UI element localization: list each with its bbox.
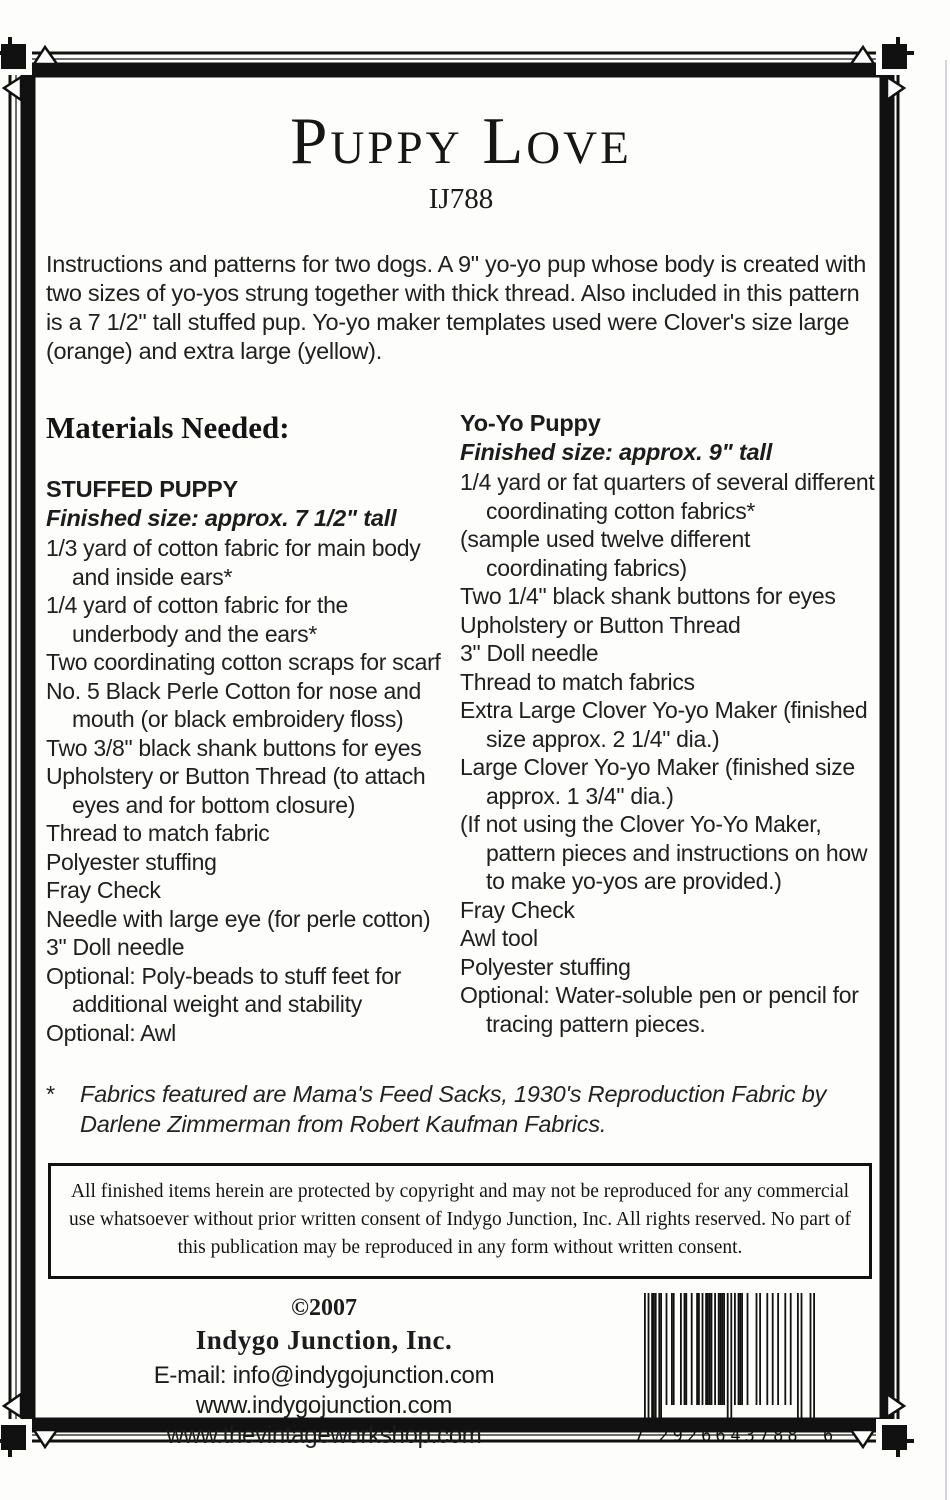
materials-list-item: (If not using the Clover Yo-Yo Maker, pattern pieces and instructions on how to make yo-yos are provided.)	[460, 811, 868, 894]
materials-list-item: 1/3 yard of cotton fabric for main body and inside ears*	[46, 535, 421, 590]
publisher-website-2: www.thevintageworkshop.com	[166, 1422, 482, 1449]
materials-columns	[46, 410, 876, 1047]
materials-list-item: Optional: Water-soluble pen or pencil for tracing pattern pieces.	[460, 982, 859, 1037]
materials-list-item: 1/4 yard or fat quarters of several different coordinating cotton fabrics*	[460, 469, 875, 524]
materials-list-item: Optional: Awl	[46, 1019, 176, 1046]
materials-list-item: Thread to match fabrics	[460, 668, 695, 695]
materials-list-item: Polyester stuffing	[46, 848, 217, 875]
materials-list-item: Needle with large eye (for perle cotton)	[46, 905, 431, 932]
copyright-notice-box: All finished items herein are protected by copyright and may not be reproduced for any commercial use whatsoever without prior written consent of Indygo Junction, Inc. All rights reserved. No part of this publication may be reproduced in any form without written consent.	[48, 1163, 872, 1279]
publisher-name: Indygo Junction, Inc.	[195, 1325, 453, 1355]
stuffed-puppy-finished-size: Finished size: approx. 7 1/2" tall	[46, 505, 397, 531]
materials-list-item: Awl tool	[460, 925, 538, 951]
svg-text:43788: 43788	[730, 1426, 802, 1445]
materials-list-item: Upholstery or Button Thread (to attach eyes and for bottom closure)	[46, 763, 426, 818]
materials-list-item: Two 1/4" black shank buttons for eyes	[460, 583, 836, 609]
upc-barcode	[628, 1293, 848, 1445]
pattern-number: IJ788	[428, 183, 494, 215]
publisher-footer	[46, 1291, 876, 1450]
stuffed-puppy-list	[46, 534, 457, 1047]
materials-list-item: Optional: Poly-beads to stuff feet for additional weight and stability	[46, 962, 402, 1017]
copyright-year: ©2007	[291, 1295, 357, 1321]
yoyo-puppy-finished-size: Finished size: approx. 9" tall	[460, 439, 773, 465]
yoyo-puppy-heading: Yo-Yo Puppy	[460, 410, 601, 436]
svg-text:29266: 29266	[658, 1426, 730, 1445]
materials-column-right	[460, 410, 876, 1047]
materials-list-item: 3" Doll needle	[46, 934, 185, 960]
yoyo-puppy-list	[460, 468, 876, 1038]
page-title: Puppy Love	[290, 104, 632, 178]
materials-list-item: Upholstery or Button Thread	[460, 611, 741, 638]
materials-list-item: Thread to match fabric	[46, 820, 270, 846]
intro-paragraph: Instructions and patterns for two dogs. A 9" yo-yo pup whose body is created with two sizes of yo-yos strung together with thick thread. Also included in this pattern is a 7 1/2" tall stuffed pup. Yo-yo maker templates used were Clover's size large (orange) and extra large (yellow).	[46, 251, 867, 364]
materials-list-item: (sample used twelve different coordinating fabrics)	[460, 526, 751, 581]
svg-text:7: 7	[634, 1426, 645, 1445]
materials-list-item: Two coordinating cotton scraps for scarf	[46, 649, 441, 675]
scan-edge-artifact	[945, 60, 947, 1500]
footnote-text: Fabrics featured are Mama's Feed Sacks, 1930's Reproduction Fabric by Darlene Zimmerman from Robert Kaufman Fabrics.	[80, 1081, 827, 1137]
stuffed-puppy-heading: STUFFED PUPPY	[46, 476, 238, 502]
page-content	[46, 78, 876, 1450]
materials-list-item: 1/4 yard of cotton fabric for the underbody and the ears*	[46, 592, 349, 647]
publisher-website-1: www.indygojunction.com	[195, 1392, 453, 1419]
materials-list-item: Fray Check	[460, 896, 575, 923]
materials-list-item: Two 3/8" black shank buttons for eyes	[46, 734, 422, 761]
materials-heading: Materials Needed:	[46, 410, 290, 445]
materials-list-item: Polyester stuffing	[460, 953, 631, 980]
footnote-asterisk: *	[46, 1081, 55, 1107]
materials-list-item: Extra Large Clover Yo-yo Maker (finished size approx. 2 1/4" dia.)	[460, 697, 868, 752]
materials-list-item: 3" Doll needle	[460, 640, 599, 666]
svg-text:6: 6	[823, 1426, 834, 1445]
materials-list-item: No. 5 Black Perle Cotton for nose and mouth (or black embroidery floss)	[46, 677, 422, 732]
materials-list-item: Fray Check	[46, 877, 161, 903]
fabrics-footnote	[46, 1079, 876, 1139]
materials-list-item: Large Clover Yo-yo Maker (finished size approx. 1 3/4" dia.)	[460, 754, 855, 809]
publisher-email: E-mail: info@indygojunction.com	[153, 1362, 495, 1389]
materials-column-left	[46, 410, 457, 1047]
publisher-block	[84, 1291, 564, 1450]
